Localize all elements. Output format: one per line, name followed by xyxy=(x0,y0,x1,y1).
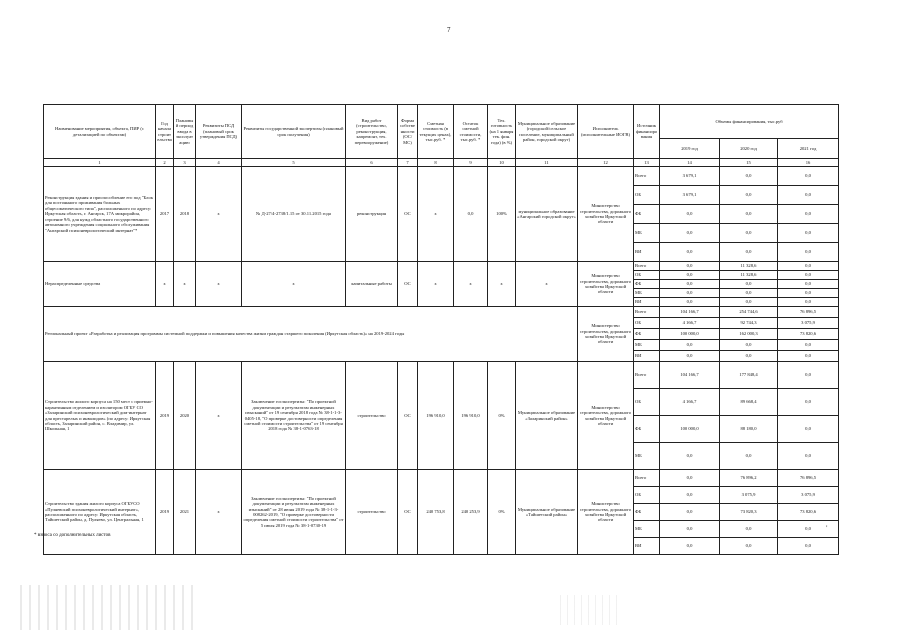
project3-form: ОС xyxy=(398,362,418,470)
header-period: Плановый период ввода в эксплуатацию xyxy=(174,105,196,159)
header-cost: Сметная стоимость (в текущих ценах), тыс.руб. * xyxy=(418,105,454,159)
col-number: 10 xyxy=(488,159,516,167)
col-number: 13 xyxy=(634,159,660,167)
column-number-row xyxy=(44,159,839,167)
value-cell: 3 679,1 xyxy=(660,167,720,186)
project2-expertise: х xyxy=(242,262,346,307)
value-cell: 0,0 xyxy=(778,289,839,298)
value-cell: 0,0 xyxy=(720,289,778,298)
value-cell: 0,0 xyxy=(778,271,839,280)
header-name: Наименование мероприятия, объекта, ПИР (с детализацией по объектам) xyxy=(44,105,156,159)
source-cell: Всего xyxy=(634,362,660,389)
value-cell: 0,0 xyxy=(778,443,839,470)
project1-form: ОС xyxy=(398,167,418,262)
project4-psd: х xyxy=(196,470,242,555)
project4-ready: 0% xyxy=(488,470,516,555)
source-cell: ОБ xyxy=(634,186,660,205)
value-cell: 92 744,3 xyxy=(720,318,778,329)
value-cell: 0,0 xyxy=(720,243,778,262)
value-cell: 100 000,0 xyxy=(660,416,720,443)
table-row xyxy=(44,167,839,186)
value-cell: 0,0 xyxy=(778,205,839,224)
project4-expertise: Заключение госэкспертизы: "По проектной документации и результатам инженерных изысканий" от 28 июня 2019 года № 38-1-1-3-008262-2019, "О проверке достоверности определения сметной стоимости строительства" от 5 июля 2019 года № 38-1-0730-19 xyxy=(242,470,346,555)
col-number: 6 xyxy=(346,159,398,167)
project2-rest: х xyxy=(454,262,488,307)
source-cell: ОБ xyxy=(634,271,660,280)
value-cell: 11 328,6 xyxy=(720,271,778,280)
col-number: 15 xyxy=(720,159,778,167)
project1-executor: Министерство строительства, дорожного хозяйства Иркутской области xyxy=(578,167,634,262)
source-cell: ВИ xyxy=(634,298,660,307)
scan-smudge xyxy=(560,595,620,625)
project2-psd: х xyxy=(196,262,242,307)
project4-form: ОС xyxy=(398,470,418,555)
col-number: 7 xyxy=(398,159,418,167)
value-cell: 0,0 xyxy=(778,362,839,389)
value-cell: 0,0 xyxy=(660,351,720,362)
value-cell: 0,0 xyxy=(660,504,720,521)
source-cell: ФБ xyxy=(634,205,660,224)
header-funding: Объемы финансирования, тыс.руб xyxy=(660,105,839,139)
table-row xyxy=(44,307,839,318)
project2-executor: Министерство строительства, дорожного хозяйства Иркутской области xyxy=(578,262,634,307)
table-row xyxy=(44,470,839,487)
source-cell: ФБ xyxy=(634,416,660,443)
value-cell: 100 000,0 xyxy=(660,329,720,340)
project3-start: 2019 xyxy=(156,362,174,470)
value-cell: 0,0 xyxy=(660,280,720,289)
value-cell: 0,0 xyxy=(778,243,839,262)
value-cell: 0,0 xyxy=(778,389,839,416)
col-number: 2 xyxy=(156,159,174,167)
source-cell: МБ xyxy=(634,224,660,243)
project1-ready: 100% xyxy=(488,167,516,262)
col-number: 4 xyxy=(196,159,242,167)
header-expertise: Реквизиты государственной экспертизы (плановый срок получения) xyxy=(242,105,346,159)
source-cell: ФБ xyxy=(634,504,660,521)
value-cell: 104 166,7 xyxy=(660,362,720,389)
header-rest: Остаток сметной стоимости, тыс.руб. * xyxy=(454,105,488,159)
value-cell: 0,0 xyxy=(720,340,778,351)
project4-cost: 240 753,8 xyxy=(418,470,454,555)
project2-name: Нераспределенные средства xyxy=(44,262,156,307)
source-cell: ОБ xyxy=(634,389,660,416)
value-cell: 0,0 xyxy=(778,351,839,362)
project2-start: х xyxy=(156,262,174,307)
value-cell: 0,0 xyxy=(720,443,778,470)
project1-start: 2017 xyxy=(156,167,174,262)
value-cell: 162 000,3 xyxy=(720,329,778,340)
col-number: 12 xyxy=(578,159,634,167)
project3-work: строительство xyxy=(346,362,398,470)
header-row xyxy=(44,105,839,139)
value-cell: 104 166,7 xyxy=(660,307,720,318)
project2-municipality: х xyxy=(516,262,578,307)
value-cell: 76 896,5 xyxy=(778,307,839,318)
col-number: 14 xyxy=(660,159,720,167)
project3-psd: х xyxy=(196,362,242,470)
scan-mark: , xyxy=(826,522,828,528)
value-cell: 0,0 xyxy=(660,470,720,487)
value-cell: 254 744,6 xyxy=(720,307,778,318)
source-cell: ФБ xyxy=(634,329,660,340)
value-cell: 0,0 xyxy=(660,487,720,504)
value-cell: 0,0 xyxy=(778,186,839,205)
value-cell: 0,0 xyxy=(720,521,778,538)
table-row xyxy=(44,262,839,271)
value-cell: 0,0 xyxy=(660,521,720,538)
header-2019: 2019 год xyxy=(660,139,720,159)
value-cell: 0,0 xyxy=(660,289,720,298)
header-ownership: Форма собственности (ОС/МС) xyxy=(398,105,418,159)
source-cell: МБ xyxy=(634,443,660,470)
project1-expertise: № Д-27/4-2738/1.15 от 30.11.2015 года xyxy=(242,167,346,262)
col-number: 8 xyxy=(418,159,454,167)
header-executor: Исполнитель (исполнительные ИОГВ) xyxy=(578,105,634,159)
value-cell: 0,0 xyxy=(720,224,778,243)
value-cell: 0,0 xyxy=(660,224,720,243)
project2-cost: х xyxy=(418,262,454,307)
source-cell: ВИ xyxy=(634,351,660,362)
value-cell: 73 820,6 xyxy=(778,329,839,340)
scan-smudge xyxy=(20,585,200,630)
col-number: 11 xyxy=(516,159,578,167)
header-start-year: Год начала строительства xyxy=(156,105,174,159)
project4-period: 2021 xyxy=(174,470,196,555)
source-cell: Всего xyxy=(634,167,660,186)
project1-period: 2018 xyxy=(174,167,196,262)
header-source: Источник финансирования xyxy=(634,105,660,159)
col-number: 1 xyxy=(44,159,156,167)
value-cell: 11 328,6 xyxy=(720,262,778,271)
project3-cost: 196 910,0 xyxy=(418,362,454,470)
value-cell: 88 180,0 xyxy=(720,416,778,443)
source-cell: ВИ xyxy=(634,243,660,262)
value-cell: 76 896,2 xyxy=(720,470,778,487)
value-cell: 89 668,4 xyxy=(720,389,778,416)
page-number: 7 xyxy=(447,26,451,34)
value-cell: 177 848,4 xyxy=(720,362,778,389)
value-cell: 0,0 xyxy=(778,224,839,243)
value-cell: 0,0 xyxy=(778,538,839,555)
header-2021: 2021 год xyxy=(778,139,839,159)
value-cell: 0,0 xyxy=(720,167,778,186)
value-cell: 0,0 xyxy=(778,416,839,443)
header-readiness: Тех. готовность (на 1 января тек. фин. года) (в %) xyxy=(488,105,516,159)
source-cell: МБ xyxy=(634,289,660,298)
project4-work: строительство xyxy=(346,470,398,555)
project1-name: Реконструкция здания и приспособление его под "Блок для постоянного проживания больных общесоматического типа", расположенного по адресу: Иркутская область, г. Ангарск, 17А микрорайон, строение 9/6, для нужд областного государственного автономного учреждения социального обслуживания "Ангарский психоневрологический интернат"* xyxy=(44,167,156,262)
regional-executor: Министерство строительства, дорожного хозяйства Иркутской области xyxy=(578,307,634,362)
project2-work: капитальные работы xyxy=(346,262,398,307)
value-cell: 0,0 xyxy=(778,167,839,186)
source-cell: ВИ xyxy=(634,538,660,555)
value-cell: 0,0 xyxy=(660,443,720,470)
value-cell: 0,0 xyxy=(660,262,720,271)
project2-period: х xyxy=(174,262,196,307)
value-cell: 0,0 xyxy=(660,538,720,555)
value-cell: 76 896,5 xyxy=(778,470,839,487)
source-cell: Всего xyxy=(634,262,660,271)
value-cell: 4 166,7 xyxy=(660,318,720,329)
project3-rest: 196 910,0 xyxy=(454,362,488,470)
source-cell: ФБ xyxy=(634,280,660,289)
source-cell: Всего xyxy=(634,470,660,487)
project3-executor: Министерство строительства, дорожного хозяйства Иркутской области xyxy=(578,362,634,470)
source-cell: МБ xyxy=(634,521,660,538)
source-cell: Всего xyxy=(634,307,660,318)
source-cell: ОБ xyxy=(634,487,660,504)
col-number: 5 xyxy=(242,159,346,167)
project3-period: 2020 xyxy=(174,362,196,470)
table-row xyxy=(44,362,839,389)
source-cell: МБ xyxy=(634,340,660,351)
project3-municipality: Муниципальное образование «Заларинский район» xyxy=(516,362,578,470)
value-cell: 0,0 xyxy=(778,521,839,538)
value-cell: 0,0 xyxy=(778,340,839,351)
col-number: 9 xyxy=(454,159,488,167)
header-work-type: Вид работ (строительство, реконструкция, капремонт, тех. перевооружение) xyxy=(346,105,398,159)
source-cell: ОБ xyxy=(634,318,660,329)
project1-cost: х xyxy=(418,167,454,262)
value-cell: 3 075,9 xyxy=(778,487,839,504)
value-cell: 0,0 xyxy=(720,351,778,362)
value-cell: 0,0 xyxy=(720,538,778,555)
value-cell: 0,0 xyxy=(720,186,778,205)
investment-table xyxy=(43,104,839,555)
value-cell: 4 166,7 xyxy=(660,389,720,416)
project2-form: ОС xyxy=(398,262,418,307)
project1-psd: х xyxy=(196,167,242,262)
value-cell: 3 075,9 xyxy=(778,318,839,329)
regional-project-name: Региональный проект «Разработка и реализация программы системной поддержки и повышения качества жизни граждан старшего поколения (Иркутская область)» на 2019-2024 годы xyxy=(44,307,578,362)
header-2020: 2020 год xyxy=(720,139,778,159)
footnote: * взноса со дополнительных листов xyxy=(34,533,111,538)
col-number: 3 xyxy=(174,159,196,167)
value-cell: 73 820,3 xyxy=(720,504,778,521)
project3-ready: 0% xyxy=(488,362,516,470)
value-cell: 3 075,9 xyxy=(720,487,778,504)
value-cell: 0,0 xyxy=(660,340,720,351)
project4-municipality: Муниципальное образование «Тайшетский район» xyxy=(516,470,578,555)
project4-name: Строительство здания жилого корпуса ОГБУСО «Пуляевский психоневрологический интернат», расположенного по адресу: Иркутская область, Тайшетский район, д. Пуляево, ул. Центральная, 1 xyxy=(44,470,156,555)
value-cell: 3 679,1 xyxy=(660,186,720,205)
value-cell: 0,0 xyxy=(778,280,839,289)
project4-rest: 240 253,9 xyxy=(454,470,488,555)
header-municipality: Муниципальное образование (городской/сельское поселение, муниципальный район, городской округ) xyxy=(516,105,578,159)
value-cell: 0,0 xyxy=(720,298,778,307)
value-cell: 0,0 xyxy=(720,205,778,224)
value-cell: 0,0 xyxy=(660,205,720,224)
project4-executor: Министерство строительства, дорожного хозяйства Иркутской области xyxy=(578,470,634,555)
value-cell: 0,0 xyxy=(778,298,839,307)
value-cell: 0,0 xyxy=(660,298,720,307)
project3-expertise: Заключение госэкспертизы: "По проектной документации и результатам инженерных изысканий" от 19 сентября 2018 года № 38-1-1-3-0405-18, "О проверке достоверности определения сметной стоимости строительства" от 19 сентября 2018 года № 38-1-0763-18 xyxy=(242,362,346,470)
value-cell: 0,0 xyxy=(660,271,720,280)
project2-ready: х xyxy=(488,262,516,307)
project1-rest: 0,0 xyxy=(454,167,488,262)
project1-municipality: муниципальное образование «Ангарский городской округ» xyxy=(516,167,578,262)
project1-work: реконструкция xyxy=(346,167,398,262)
value-cell: 0,0 xyxy=(778,262,839,271)
project4-start: 2019 xyxy=(156,470,174,555)
value-cell: 0,0 xyxy=(660,243,720,262)
value-cell: 73 820,6 xyxy=(778,504,839,521)
value-cell: 0,0 xyxy=(720,280,778,289)
col-number: 16 xyxy=(778,159,839,167)
project3-name: Строительство жилого корпуса на 150 мест с приемно-карантинным отделением и изолятором ОГБУ СО «Заларинский психоневрологический дом-интернат для престарелых и инвалидов» (по адресу: Иркутская область, Заларинский район, с. Владимир, ул. Школьная, 1 xyxy=(44,362,156,470)
header-psd: Реквизиты ПСД (плановый срок утверждения ПСД) xyxy=(196,105,242,159)
